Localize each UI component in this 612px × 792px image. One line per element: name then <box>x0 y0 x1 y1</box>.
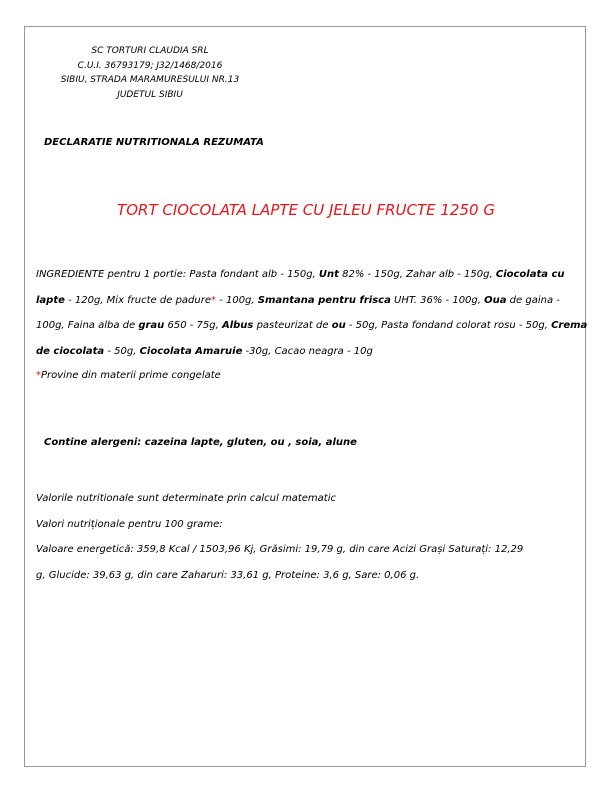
frozen-note-text: Provine din materii prime congelate <box>41 370 221 381</box>
ingredient-bold: Unt <box>318 269 339 280</box>
ingredient-bold: Ciocolata cu lapte <box>36 269 565 306</box>
nutrition-header: Valori nutriționale pentru 100 grame: <box>36 518 223 530</box>
ingredients-text: - 100g, <box>216 294 258 306</box>
ingredients-text: - 120g, Mix fructe de padure <box>64 294 211 306</box>
company-name: SC TORTURI CLAUDIA SRL <box>91 46 209 56</box>
allergens-statement: Contine alergeni: cazeina lapte, gluten, ou , soia, alune <box>44 437 357 448</box>
declaration-heading: DECLARATIE NUTRITIONALA REZUMATA <box>44 137 264 148</box>
frozen-note-marker: * <box>36 370 41 381</box>
frozen-marker: * <box>211 294 216 306</box>
ingredients-text: 650 - 75g, <box>164 320 222 331</box>
ingredient-bold: Smantana pentru frisca <box>257 294 391 306</box>
nutrition-method: Valorile nutritionale sunt determinate prin calcul matematic <box>36 493 336 504</box>
frozen-note <box>36 370 221 381</box>
ingredient-bold: Oua <box>484 294 507 306</box>
company-address: SIBIU, STRADA MARAMURESULUI NR.13 <box>60 75 240 85</box>
ingredients-text: INGREDIENTE pentru 1 portie: Pasta fondant alb - 150g, <box>36 269 319 280</box>
ingredients-text: - 50g, Pasta fondand colorat rosu - 50g, <box>345 320 552 331</box>
ingredients-text: 82% - 150g, Zahar alb - 150g, <box>338 269 496 280</box>
ingredients-text: pasteurizat de <box>253 320 332 331</box>
nutrition-values-line2: g, Glucide: 39,63 g, din care Zaharuri: 33,61 g, Proteine: 3,6 g, Sare: 0,06 g. <box>36 569 420 581</box>
company-county: JUDETUL SIBIU <box>117 89 183 100</box>
ingredient-bold: Albus <box>221 320 254 331</box>
ingredients-text: -30g, Cacao neagra - 10g <box>242 345 373 357</box>
product-title: TORT CIOCOLATA LAPTE CU JELEU FRUCTE 1250 G <box>117 201 495 219</box>
ingredients-paragraph <box>36 262 588 364</box>
ingredients-text: de gaina - 100g, Faina alba de <box>36 294 560 331</box>
nutrition-block <box>36 486 588 588</box>
ingredient-bold: Crema de ciocolata <box>36 320 588 357</box>
company-info <box>0 44 300 102</box>
nutrition-values-line1: Valoare energetică: 359,8 Kcal / 1503,96 Kj, Grăsimi: 19,79 g, din care Acizi Grași Saturați: 12,29 <box>36 544 524 555</box>
ingredient-bold: grau <box>138 320 165 331</box>
ingredient-bold: ou <box>331 320 346 331</box>
ingredients-text: UHT. 36% - 100g, <box>390 294 485 306</box>
ingredient-bold: Ciocolata Amaruie <box>139 345 243 357</box>
ingredients-text: - 50g, <box>104 345 140 357</box>
company-registration: C.U.I. 36793179; J32/1468/2016 <box>77 60 223 71</box>
